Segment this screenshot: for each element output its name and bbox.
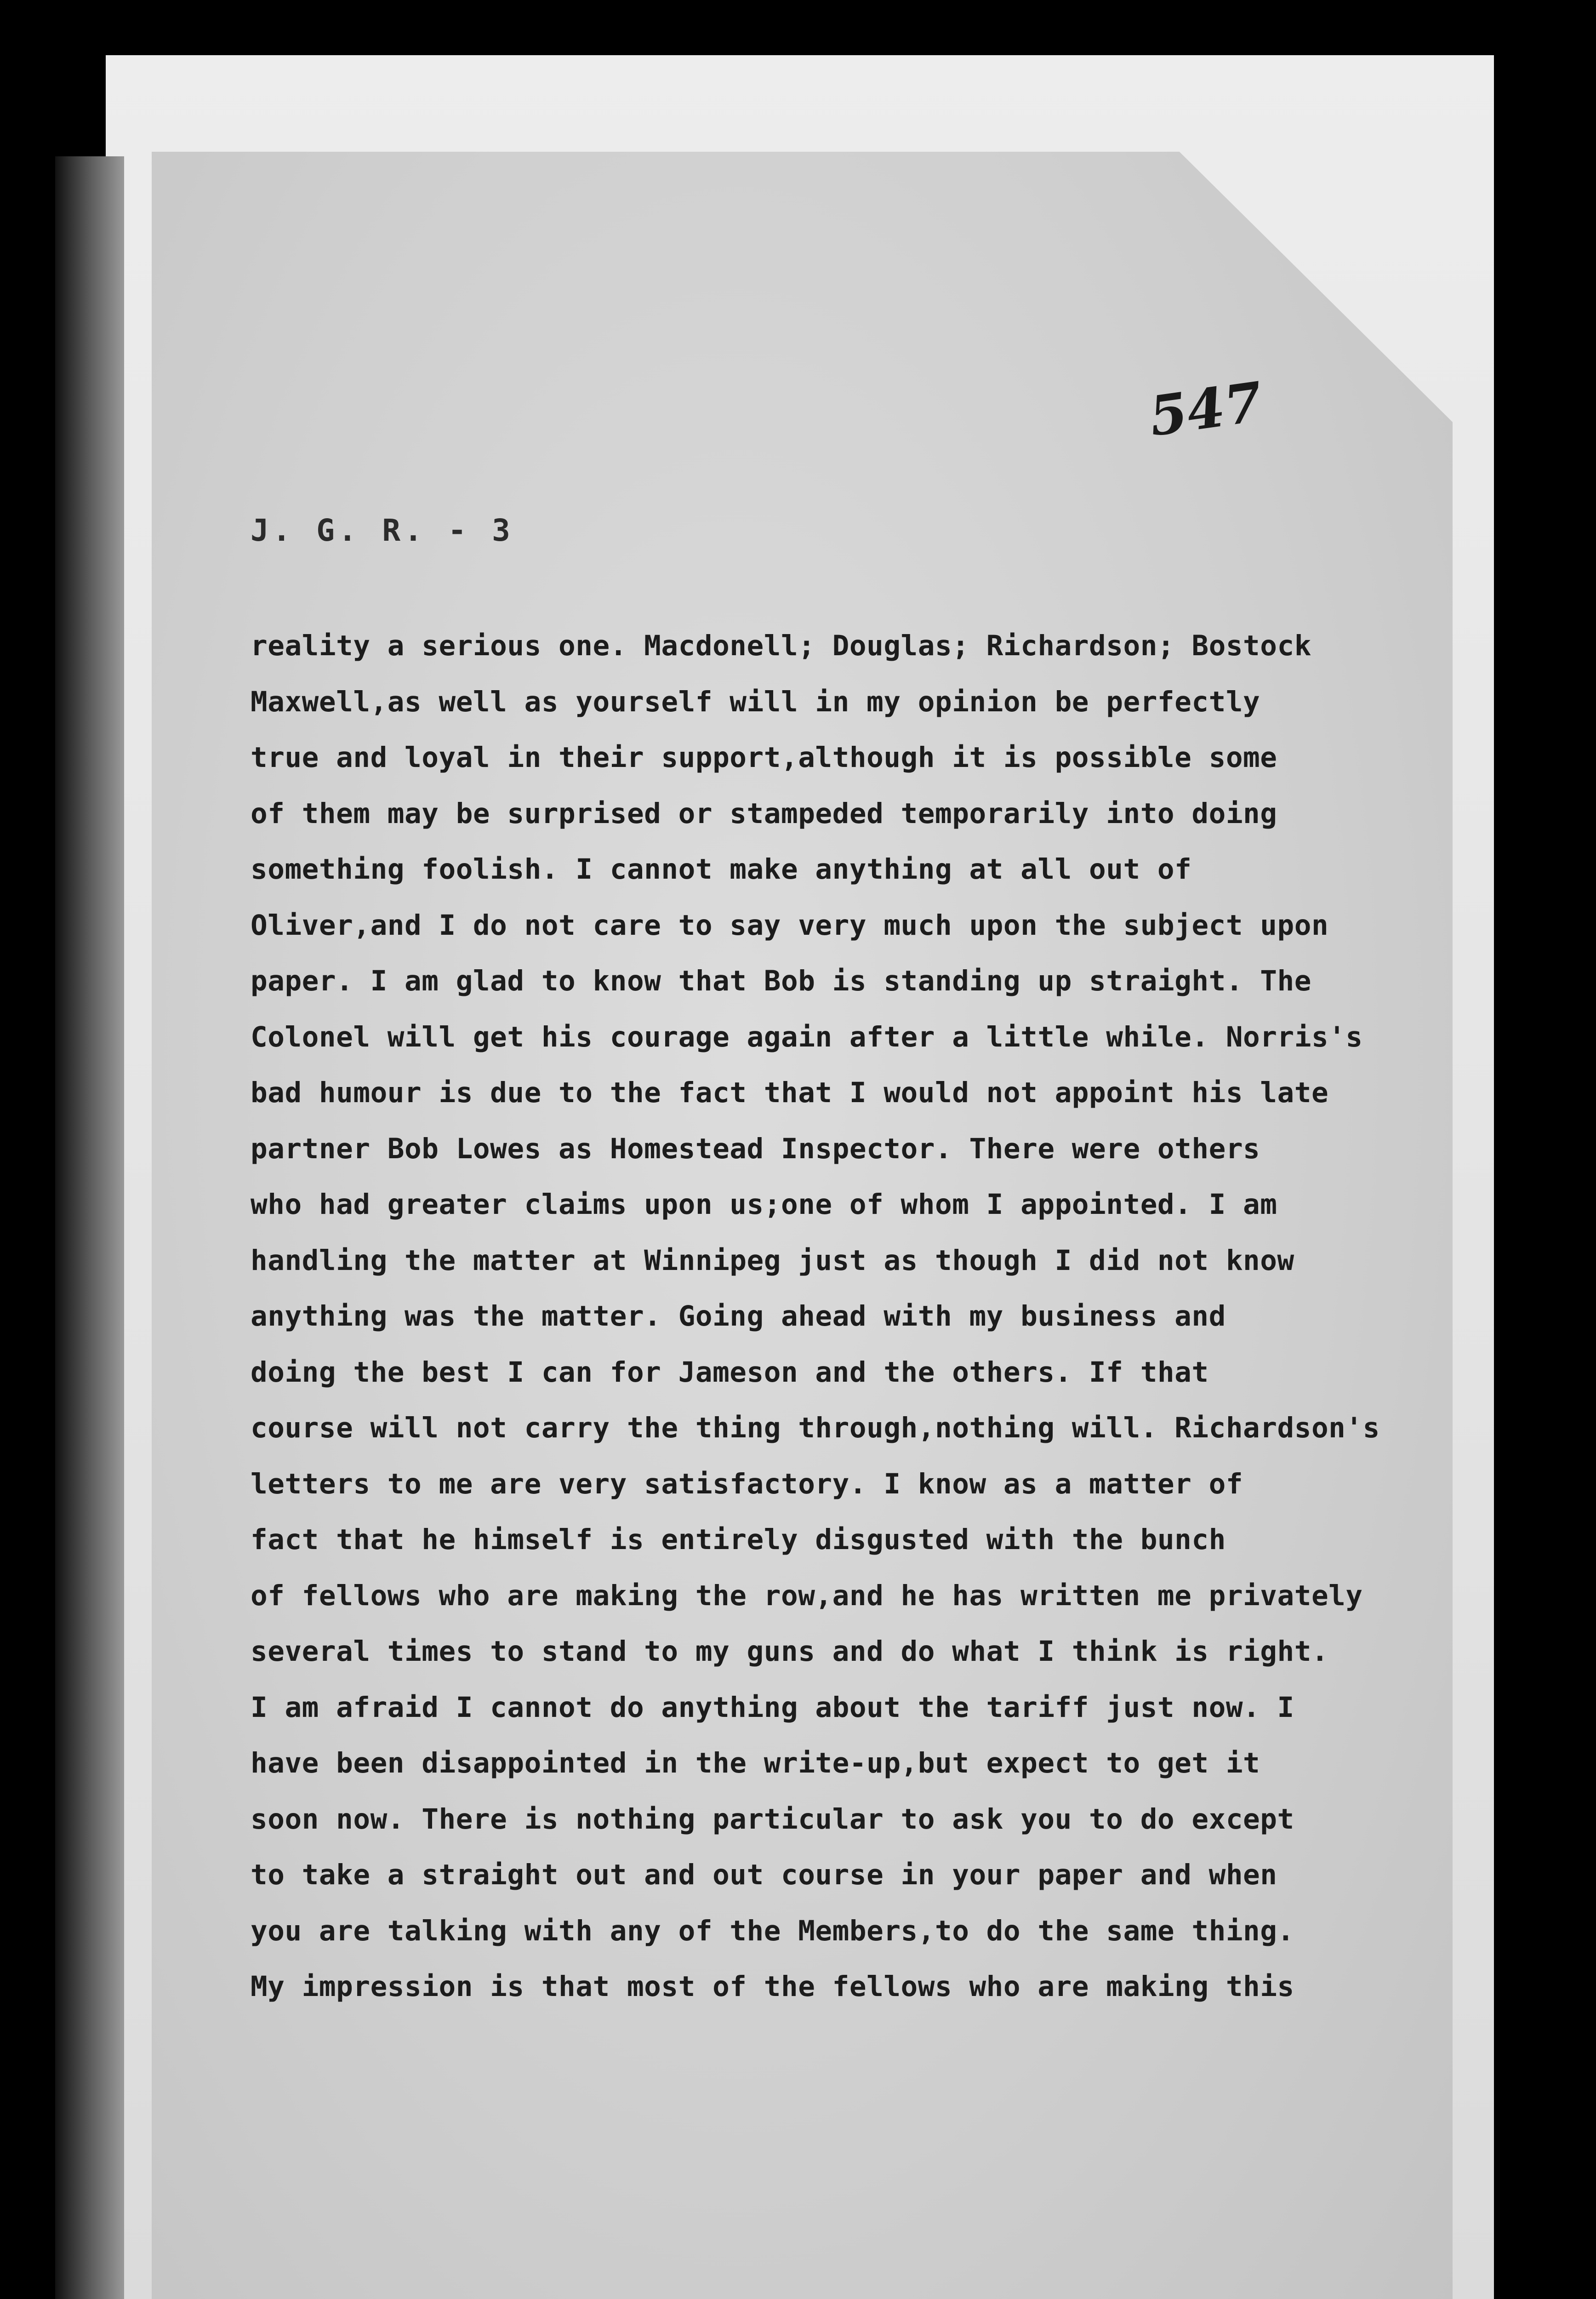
text-line: I am afraid I cannot do anything about the tariff just now. I (251, 1691, 1294, 1724)
text-line: doing the best I can for Jameson and the others. If that (251, 1355, 1209, 1389)
text-line: several times to stand to my guns and do what I think is right. (251, 1635, 1329, 1668)
page-code: J. G. R. - 3 (251, 513, 514, 548)
text-line: Maxwell,as well as yourself will in my opinion be perfectly (251, 685, 1260, 718)
text-line: Oliver,and I do not care to say very much upon the subject upon (251, 909, 1329, 942)
text-line: My impression is that most of the fellows who are making this (251, 1970, 1294, 2003)
text-line: Colonel will get his courage again after a little while. Norris's (251, 1020, 1363, 1053)
text-line: soon now. There is nothing particular to ask you to do except (251, 1802, 1294, 1836)
text-line: of fellows who are making the row,and he has written me privately (251, 1579, 1363, 1612)
text-line: fact that he himself is entirely disgusted with the bunch (251, 1523, 1226, 1556)
text-line: course will not carry the thing through,nothing will. Richardson's (251, 1412, 1380, 1444)
text-line: true and loyal in their support,although it is possible some (251, 741, 1277, 774)
text-line: bad humour is due to the fact that I would not appoint his late (251, 1076, 1329, 1109)
text-line: who had greater claims upon us;one of whom I appointed. I am (251, 1188, 1277, 1221)
text-line: something foolish. I cannot make anything at all out of (251, 853, 1192, 886)
text-line: paper. I am glad to know that Bob is standing up straight. The (251, 965, 1311, 997)
text-line: handling the matter at Winnipeg just as though I did not know (251, 1244, 1294, 1277)
text-line: you are talking with any of the Members,to do the same thing. (251, 1914, 1294, 1947)
film-edge (55, 156, 124, 2299)
text-line: of them may be surprised or stampeded temporarily into doing (251, 797, 1277, 830)
text-line: letters to me are very satisfactory. I know as a matter of (251, 1467, 1243, 1500)
text-line: have been disappointed in the write-up,but expect to get it (251, 1747, 1260, 1779)
text-line: reality a serious one. Macdonell; Douglas; Richardson; Bostock (251, 629, 1311, 662)
letter-body (251, 628, 1400, 2024)
text-line: partner Bob Lowes as Homestead Inspector. There were others (251, 1132, 1260, 1165)
text-line: anything was the matter. Going ahead with my business and (251, 1300, 1226, 1333)
folio-number: 547 (1145, 369, 1266, 449)
text-line: to take a straight out and out course in your paper and when (251, 1859, 1277, 1891)
